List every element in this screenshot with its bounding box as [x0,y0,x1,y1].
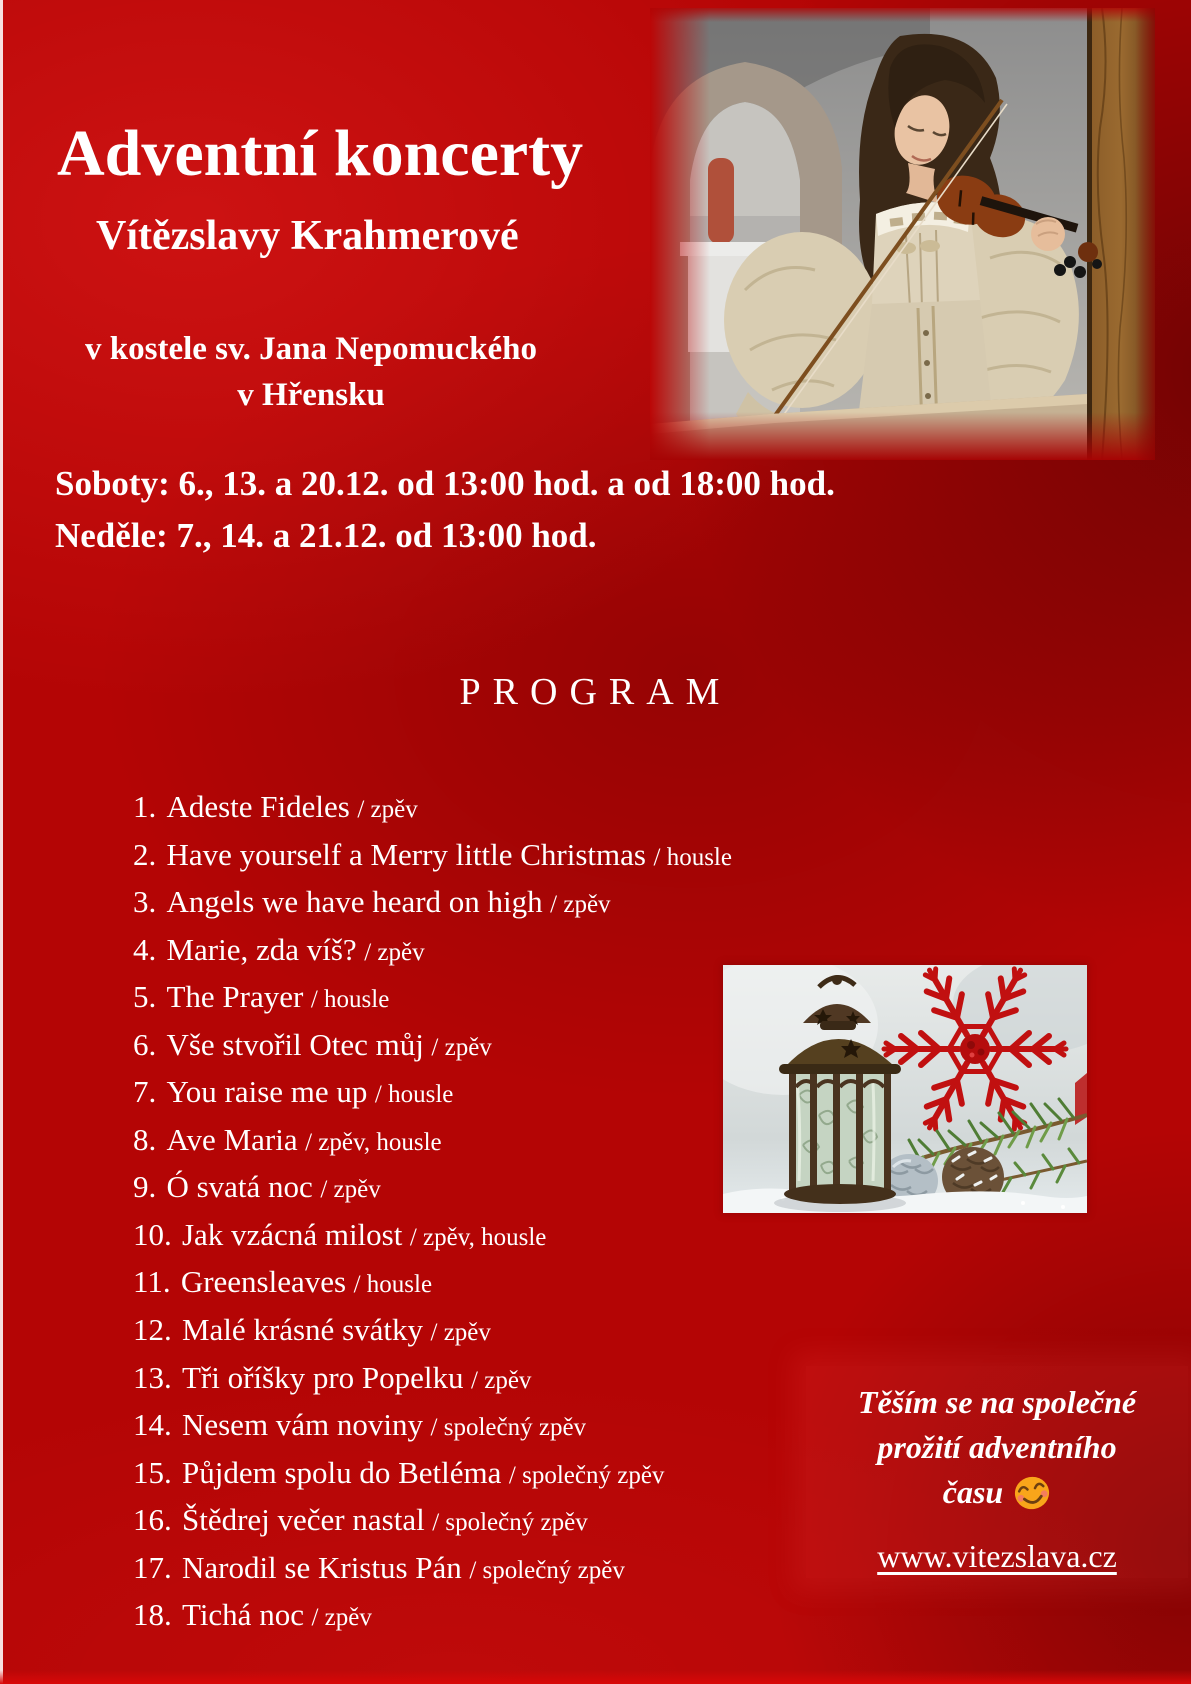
program-item-2: 2. Have yourself a Merry little Christmas / housle [133,836,732,872]
program-item-4: 4. Marie, zda víš? / zpěv [133,931,425,967]
poster-title: Adventní koncerty [57,117,584,190]
smiling-face-emoji-icon [1013,1474,1051,1524]
program-item-5: 5. The Prayer / housle [133,979,390,1015]
song-title: Adeste Fideles [166,789,350,824]
performance-type: / zpěv [431,1033,492,1061]
song-title: Greensleaves [180,1264,347,1300]
violin-scroll [1078,242,1098,262]
program-item-11: 11. Greensleaves / housle [133,1264,433,1300]
song-title: Have yourself a Merry little Christmas [166,836,646,872]
violinist-photo [650,8,1155,460]
song-title: Nesem vám noviny [181,1407,424,1443]
bottom-edge-highlight [0,1670,1191,1684]
red-statue [708,158,734,244]
song-title: Půjdem spolu do Betléma [181,1454,502,1490]
song-title: Ó svatá noc [166,1169,313,1205]
program-item-7: 7. You raise me up / housle [133,1074,454,1110]
program-list [133,785,732,1641]
program-item-13: 13. Tři oříšky pro Popelku / zpěv [133,1359,532,1395]
performance-type: / zpěv, housle [409,1223,547,1251]
performance-type: / housle [653,843,732,871]
performance-type: / společný zpěv [469,1556,625,1584]
program-item-15: 15. Půjdem spolu do Betléma / společný zpěv [133,1454,665,1490]
lantern-photo-graphic [723,965,1087,1213]
closing-line2: prožití adventního [877,1429,1117,1465]
closing-line3: času [806,1470,1188,1524]
song-title: Tři oříšky pro Popelku [181,1359,464,1395]
performance-type: / housle [374,1081,454,1109]
performance-type: / společný zpěv [430,1414,587,1442]
schedule-sundays: Neděle: 7., 14. a 21.12. od 13:00 hod. [55,516,597,555]
song-title: Marie, zda víš? [166,931,357,967]
song-title: Vše stvořil Otec můj [166,1026,424,1062]
program-heading: PROGRAM [459,671,732,713]
song-title: Jak vzácná milost [181,1216,403,1252]
venue-line1: v kostele sv. Jana Nepomuckého [85,331,537,367]
venue-line2: v Hřensku [237,377,385,413]
song-title: Narodil se Kristus Pán [181,1549,462,1585]
performance-type: / zpěv [311,1604,372,1632]
closing-line1: Těším se na společné [857,1384,1137,1420]
program-item-14: 14. Nesem vám noviny / společný zpěv [133,1407,587,1443]
performance-type: / housle [353,1271,433,1299]
schedule-block [55,458,835,562]
song-title: Malé krásné svátky [181,1312,424,1348]
performance-type: / společný zpěv [432,1509,588,1537]
performance-type: / zpěv [471,1366,532,1394]
song-title: Štědrej večer nastal [181,1502,425,1538]
violinist-photo-graphic [650,8,1155,460]
performance-type: / zpěv [357,796,418,823]
song-title: You raise me up [166,1074,368,1110]
schedule-saturdays: Soboty: 6., 13. a 20.12. od 13:00 hod. a od 18:00 hod. [55,464,835,503]
performance-type: / zpěv [550,891,611,919]
program-item-10: 10. Jak vzácná milost / zpěv, housle [133,1216,547,1252]
wooden-door-frame [1087,8,1155,460]
performance-type: / zpěv [320,1176,381,1204]
song-title: Ave Maria [166,1121,298,1157]
closing-message-box [806,1366,1188,1578]
program-item-9: 9. Ó svatá noc / zpěv [133,1169,381,1205]
performance-type: / zpěv [430,1319,491,1347]
performance-type: / zpěv [364,938,425,966]
program-item-18: 18. Tichá noc / zpěv [133,1597,372,1633]
performance-type: / housle [310,986,390,1014]
song-title: The Prayer [166,979,304,1015]
program-item-12: 12. Malé krásné svátky / zpěv [133,1312,491,1348]
program-item-6: 6. Vše stvořil Otec můj / zpěv [133,1026,492,1062]
left-edge-strip [0,0,3,1684]
poster-subtitle: Vítězslavy Krahmerové [96,213,519,259]
song-title: Tichá noc [181,1597,304,1633]
program-item-3: 3. Angels we have heard on high / zpěv [133,884,611,920]
program-item-8: 8. Ave Maria / zpěv, housle [133,1121,442,1157]
program-item-1: 1. Adeste Fideles / zpěv [133,789,418,824]
song-title: Angels we have heard on high [166,884,543,920]
program-item-17: 17. Narodil se Kristus Pán / společný zpěv [133,1549,625,1585]
hand-on-neck [1031,217,1065,251]
website-link[interactable]: www.vitezslava.cz [877,1538,1117,1574]
performance-type: / zpěv, housle [305,1128,442,1156]
program-item-16: 16. Štědrej večer nastal / společný zpěv [133,1502,588,1538]
lantern-photo [723,965,1087,1213]
venue-block [55,326,567,418]
performance-type: / společný zpěv [508,1461,665,1489]
